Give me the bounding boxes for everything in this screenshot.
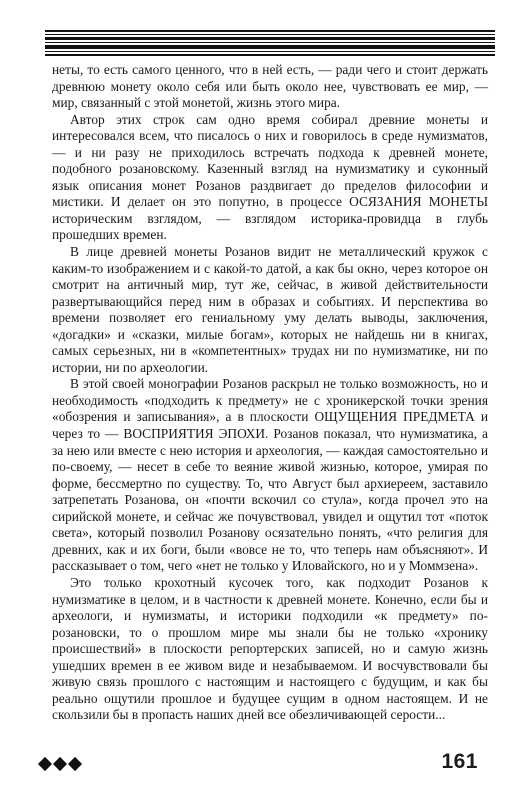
header-ornament-rule <box>45 30 495 56</box>
diamond-icon <box>68 757 82 771</box>
page-number: 161 <box>441 750 478 773</box>
paragraph-1: неты, то есть самого ценного, что в ней есть, — ради чего и стоит держать древнюю монету около себя или быть около нее, чувствовать ее мир, — мир, связанный с этой монетой, жизнь этого мира. <box>52 62 488 111</box>
paragraph-2: Автор этих строк сам одно время собирал древние монеты и интересовался всем, что писалось о них и говорилось в среде нумизматов, — и ни разу не приходилось встречать подхода к древней монете, подобного розановскому. Казенный взгляд на нумизматику и суконный язык описания монет Розанов раздвигает до пределов философии и мистики. И делает он это попутно, в процессе ОСЯЗАНИЯ МОНЕТЫ историческим взглядом, — взглядом историка-провидца в глубь прошедших времен. <box>52 111 488 243</box>
footer-ornament <box>40 757 80 771</box>
body-text <box>52 62 488 724</box>
paragraph-5: Это только крохотный кусочек того, как подходит Розанов к нумизматике в целом, и в частности к древней монете. Конечно, если бы и археологи, и нумизматы, и историки подходили «к предмету» по-розановски, то о прошлом мире мы знали бы не только «хронику происшествий» в плоскости репортерских записей, но и самую жизнь ушедших времен в ее живом виде и незабываемом. И восчувствовали бы живую связь прошлого с настоящим и настоящего с будущим, и как бы реально ощутили прошлое и будущее сущим в одном настоящем. И не скользили бы в пропасть наших дней все обезличивающей серости... <box>52 574 488 723</box>
diamond-icon <box>53 757 67 771</box>
diamond-icon <box>38 757 52 771</box>
paragraph-4: В этой своей монографии Розанов раскрыл не только возможность, но и необходимость «подходить к предмету» не с хроникерской точки зрения «обозрения и записывания», а в плоскости ОЩУЩЕНИЯ ПРЕДМЕТА и через то — ВОСПРИЯТИЯ ЭПОХИ. Розанов показал, что нумизматика, а за нею или вместе с нею история и археология, — каждая самостоятельно и по-своему, — несет в себе то веяние живой жизнью, которое, умирая по форме, бессмертно по существу. То, что Август был архиереем, заставило затрепетать Розанова, он «почти вскочил со стула», когда прочел это на сирийской монете, и сейчас же почувствовал, увидел и ощутил тот «поток света», который позволил Розанову осязательно понять, «что религия для древних, как и их боги, были «вовсе не то, что теперь нам объясняют». И рассказывает о том, чего «нет не только у Иловайского, но и у Моммзена». <box>52 376 488 574</box>
paragraph-3: В лице древней монеты Розанов видит не металлический кружок с каким-то изображением и с какой-то датой, а как бы окно, через которое он смотрит на античный мир, тут же, сейчас, в живой действительности развертывающийся перед ним в образах и событиях. И перспектива во времени позволяет его гениальному уму делать выводы, заключения, «догадки» и «сказки, милые богам», которых не найдешь ни в книгах, самых серьезных, ни в «компетентных» трудах ни по нумизматике, ни по истории, ни по археологии. <box>52 244 488 375</box>
